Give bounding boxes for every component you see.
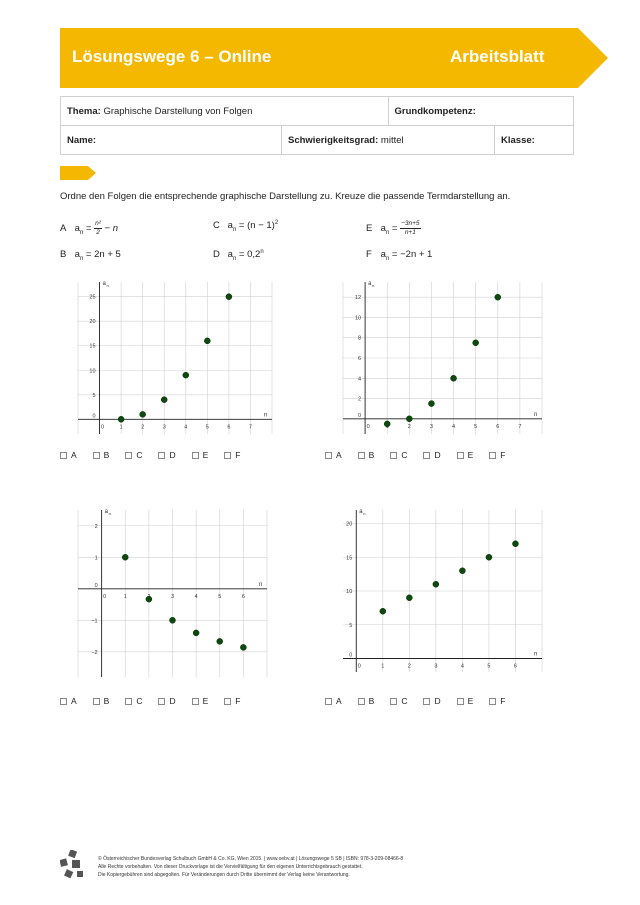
schwierigkeit-cell [282, 126, 495, 155]
thema-cell [61, 97, 389, 126]
y-tick-label: 10 [354, 315, 362, 322]
info-table [60, 96, 574, 155]
option-term-rest: − n [101, 223, 119, 235]
checkbox-option-f[interactable] [489, 450, 505, 460]
data-point [122, 554, 128, 560]
x-tick-label: 3 [434, 663, 438, 670]
x-tick-label: 4 [184, 424, 188, 431]
x-axis-label: n [264, 412, 268, 419]
checkbox[interactable] [358, 698, 365, 705]
checkbox-option-f[interactable] [489, 696, 505, 706]
checkbox[interactable] [125, 452, 132, 459]
checkbox-row-1 [60, 450, 257, 460]
y-tick-label: 25 [89, 294, 96, 301]
x-tick-label: 0 [101, 424, 105, 431]
option-term: = −2n + 1 [389, 249, 433, 260]
checkbox-option-c[interactable] [390, 696, 407, 706]
checkbox-option-c[interactable] [125, 696, 142, 706]
y-tick-label: 2 [94, 523, 98, 530]
frac-den: n+1 [404, 229, 416, 236]
data-point [240, 644, 246, 650]
option-term-sub: n [385, 255, 390, 262]
chart-grid [343, 510, 542, 672]
checkbox[interactable] [489, 452, 496, 459]
data-point [459, 568, 465, 574]
y-tick-label: −1 [91, 618, 98, 625]
checkbox-label: D [434, 450, 441, 460]
x-tick-label: 7 [518, 423, 522, 430]
checkbox[interactable] [390, 452, 397, 459]
publisher-logo-icon [60, 850, 86, 880]
y-tick-label: 8 [358, 335, 362, 342]
data-point [161, 397, 167, 403]
checkbox[interactable] [60, 698, 67, 705]
option-term-sup: n [260, 249, 264, 255]
chart-grid [343, 282, 542, 434]
option-letter: F [366, 249, 372, 260]
checkbox-option-e[interactable] [457, 696, 474, 706]
option-term-sup: 2 [274, 220, 279, 226]
x-tick-label: 6 [227, 424, 231, 431]
checkbox[interactable] [358, 452, 365, 459]
checkbox-option-d[interactable] [158, 696, 175, 706]
option-letter: D [213, 249, 220, 261]
checkbox-label: B [368, 696, 375, 706]
chart-2 [325, 272, 550, 442]
chart-grid [78, 282, 272, 434]
y-tick-label: 15 [346, 555, 353, 562]
x-tick-label: 2 [407, 423, 411, 430]
option-term-prefix: a [74, 249, 80, 260]
checkbox-option-b[interactable] [93, 450, 110, 460]
option-term-prefix: a [74, 223, 80, 235]
option-letter: E [366, 223, 373, 235]
checkbox-label: C [401, 696, 408, 706]
x-tick-label: 7 [248, 424, 252, 431]
checkbox-option-b[interactable] [358, 696, 375, 706]
checkbox[interactable] [325, 698, 332, 705]
data-point [406, 416, 412, 422]
option-f [366, 249, 432, 262]
data-point [473, 340, 479, 346]
option-term: = (n − 1) [236, 220, 275, 232]
checkbox-label: F [500, 450, 506, 460]
checkbox-option-e[interactable] [457, 450, 474, 460]
checkbox-label: D [169, 450, 176, 460]
checkbox-row-3 [60, 696, 257, 706]
thema-value: Graphische Darstellung von Folgen [103, 105, 253, 117]
x-tick-label: 3 [429, 423, 433, 430]
checkbox[interactable] [224, 452, 231, 459]
x-tick-label: 1 [119, 424, 123, 431]
schwierigkeit-label: Schwierigkeitsgrad: [288, 134, 379, 146]
checkbox-option-e[interactable] [192, 696, 209, 706]
checkbox-option-a[interactable] [60, 696, 77, 706]
checkbox-label: E [467, 696, 474, 706]
y-tick-label: 0 [358, 412, 362, 419]
y-tick-label: 0 [92, 413, 96, 420]
x-tick-label: 1 [381, 663, 385, 670]
checkbox[interactable] [158, 452, 165, 459]
option-term: = [389, 223, 398, 235]
checkbox[interactable] [457, 452, 464, 459]
header-banner [60, 28, 608, 88]
x-tick-label: 1 [123, 593, 127, 600]
data-point [170, 617, 176, 623]
checkbox-label: B [103, 696, 110, 706]
checkbox[interactable] [423, 698, 430, 705]
checkbox-label: A [336, 696, 342, 706]
checkbox[interactable] [224, 698, 231, 705]
x-tick-label: 5 [205, 424, 209, 431]
y-axis-label-sub: n [372, 283, 375, 288]
data-point [226, 294, 232, 300]
option-term-prefix: a [380, 249, 386, 260]
x-axis-label: n [259, 581, 263, 588]
checkbox-label: F [235, 696, 241, 706]
x-tick-label: 6 [496, 423, 500, 430]
y-tick-label: 1 [94, 555, 98, 562]
option-a [60, 220, 118, 237]
option-e [366, 220, 421, 237]
x-tick-label: 5 [487, 663, 491, 670]
y-tick-label: 2 [358, 396, 362, 403]
x-tick-label: 4 [194, 593, 198, 600]
data-point [146, 596, 152, 602]
checkbox-label: D [434, 696, 441, 706]
checkbox-option-d[interactable] [158, 450, 175, 460]
option-d [213, 249, 264, 262]
book-title: Lösungswege 6 – Online [72, 47, 272, 66]
checkbox-option-f[interactable] [224, 696, 240, 706]
kompetenz-cell [388, 97, 574, 126]
checkbox-row-2 [325, 450, 522, 460]
checkbox[interactable] [192, 698, 199, 705]
checkbox-option-d[interactable] [423, 696, 440, 706]
data-point [428, 401, 434, 407]
x-tick-label: 5 [474, 423, 478, 430]
option-c [213, 220, 278, 233]
x-tick-label: 6 [241, 593, 245, 600]
checkbox-label: A [336, 450, 342, 460]
data-point [140, 411, 146, 417]
option-term: = 2n + 5 [83, 249, 121, 260]
checkbox-label: C [401, 450, 408, 460]
y-tick-label: 10 [346, 589, 353, 595]
y-tick-label: −2 [91, 649, 98, 656]
checkbox[interactable] [390, 698, 397, 705]
y-tick-label: 6 [358, 356, 362, 362]
y-axis-label-sub: n [363, 511, 366, 516]
checkbox-option-b[interactable] [358, 450, 375, 460]
option-e-fraction [400, 220, 420, 237]
checkbox-option-a[interactable] [325, 450, 342, 460]
x-tick-label: 4 [460, 663, 464, 670]
checkbox-option-c[interactable] [390, 450, 407, 460]
y-tick-label: 15 [89, 343, 96, 350]
option-term-sub: n [232, 256, 237, 263]
checkbox-option-a[interactable] [325, 696, 342, 706]
y-axis-label-sub: n [106, 283, 109, 288]
y-tick-label: 12 [354, 295, 362, 302]
x-tick-label: 5 [218, 593, 222, 600]
checkbox-label: E [202, 696, 209, 706]
option-term: = [83, 223, 92, 235]
data-point [451, 375, 457, 381]
option-term-sub: n [232, 227, 237, 234]
frac-num: −3n+5 [401, 220, 420, 227]
option-term: = 0,2 [236, 249, 261, 261]
y-tick-label: 0 [349, 652, 353, 659]
frac-num: n² [95, 220, 101, 227]
x-axis-label: n [534, 651, 538, 658]
frac-den: 2 [96, 229, 100, 236]
data-point [183, 372, 189, 378]
option-term-prefix: a [227, 220, 233, 232]
checkbox-label: B [368, 450, 375, 460]
data-point [217, 638, 223, 644]
option-term-prefix: a [227, 249, 233, 261]
checkbox[interactable] [93, 452, 100, 459]
footer-line-3: Die Kopiergebühren sind abgegolten. Für Veränderungen durch Dritte übernimmt der Verlag keine Verantwortung. [98, 872, 350, 878]
y-tick-label: 5 [92, 392, 96, 399]
schwierigkeit-value: mittel [380, 134, 404, 146]
checkbox-option-d[interactable] [423, 450, 440, 460]
x-tick-label: 0 [103, 593, 107, 600]
checkbox-label: F [500, 696, 506, 706]
kompetenz-label: Grundkompetenz: [394, 105, 476, 117]
x-tick-label: 2 [141, 424, 145, 431]
y-tick-label: 10 [89, 368, 96, 375]
footer-text [98, 855, 403, 879]
option-term-sub: n [385, 229, 390, 236]
klasse-label: Klasse: [501, 134, 535, 146]
y-axis-label: a [102, 281, 106, 287]
checkbox[interactable] [423, 452, 430, 459]
data-point [193, 630, 199, 636]
y-axis-label-sub: n [108, 511, 111, 516]
data-point [495, 294, 501, 300]
y-axis-label: a [359, 509, 363, 515]
checkbox[interactable] [457, 698, 464, 705]
x-tick-label: 6 [513, 663, 517, 670]
data-point [512, 541, 518, 547]
checkbox-option-a[interactable] [60, 450, 77, 460]
checkbox-label: D [169, 696, 176, 706]
x-tick-label: 4 [452, 423, 456, 430]
chart-4 [325, 500, 550, 680]
checkbox[interactable] [125, 698, 132, 705]
option-term-sub: n [79, 229, 84, 236]
option-term-prefix: a [380, 223, 386, 235]
checkbox[interactable] [93, 698, 100, 705]
checkbox-row-4 [325, 696, 522, 706]
checkbox[interactable] [489, 698, 496, 705]
y-tick-label: 5 [349, 622, 353, 629]
x-tick-label: 3 [170, 593, 175, 600]
checkbox[interactable] [192, 452, 199, 459]
y-axis-label: a [104, 509, 108, 515]
chart-1 [60, 272, 280, 442]
name-label: Name: [67, 134, 97, 146]
checkbox-label: C [136, 450, 143, 460]
footer-line-1: © Österreichischer Bundesverlag Schulbuch GmbH & Co. KG, Wien 2015. | www.oebv.at | Lösungswege 5 SB | ISBN: 978-3-209-08466-8 [98, 856, 404, 862]
x-tick-label: 0 [357, 663, 361, 670]
task-arrow-icon [60, 166, 96, 180]
checkbox-option-b[interactable] [93, 696, 110, 706]
checkbox-label: B [103, 450, 110, 460]
data-point [406, 595, 412, 601]
footer-line-2: Alle Rechte vorbehalten. Von dieser Druckvorlage ist die Vervielfältigung für den eigenen Unterrichtsgebrauch gestattet. [98, 864, 363, 870]
instruction-text: Ordne den Folgen die entsprechende graphische Darstellung zu. Kreuze die passende Termdarstellung an. [60, 191, 511, 202]
option-term-sub: n [79, 255, 84, 262]
data-point [433, 581, 439, 587]
checkbox-label: A [71, 450, 77, 460]
x-tick-label: 0 [366, 423, 370, 430]
checkbox[interactable] [60, 452, 67, 459]
checkbox[interactable] [158, 698, 165, 705]
option-a-fraction [94, 220, 102, 237]
thema-label: Thema: [67, 105, 101, 117]
x-tick-label: 3 [162, 424, 166, 431]
x-axis-label: n [534, 411, 538, 418]
chart-3 [60, 500, 275, 685]
y-tick-label: 0 [94, 582, 98, 589]
x-tick-label: 2 [407, 663, 411, 670]
data-point [204, 338, 210, 344]
option-letter: C [213, 220, 220, 232]
option-letter: A [60, 223, 67, 235]
checkbox-label: E [202, 450, 209, 460]
data-point [384, 421, 390, 427]
y-tick-label: 20 [89, 319, 96, 326]
checkbox-label: E [467, 450, 474, 460]
checkbox-option-f[interactable] [224, 450, 240, 460]
checkbox-label: F [235, 450, 241, 460]
checkbox-option-c[interactable] [125, 450, 142, 460]
checkbox[interactable] [325, 452, 332, 459]
option-letter: B [60, 249, 67, 260]
doc-type: Arbeitsblatt [450, 47, 545, 66]
y-axis-label: a [368, 281, 372, 287]
option-b [60, 249, 121, 262]
checkbox-label: A [71, 696, 77, 706]
data-point [380, 608, 386, 614]
checkbox-label: C [136, 696, 143, 706]
data-point [486, 554, 492, 560]
y-tick-label: 4 [358, 376, 362, 383]
y-tick-label: 20 [346, 521, 353, 528]
data-point [118, 416, 124, 422]
klasse-cell [495, 126, 574, 155]
name-cell [61, 126, 282, 155]
checkbox-option-e[interactable] [192, 450, 209, 460]
